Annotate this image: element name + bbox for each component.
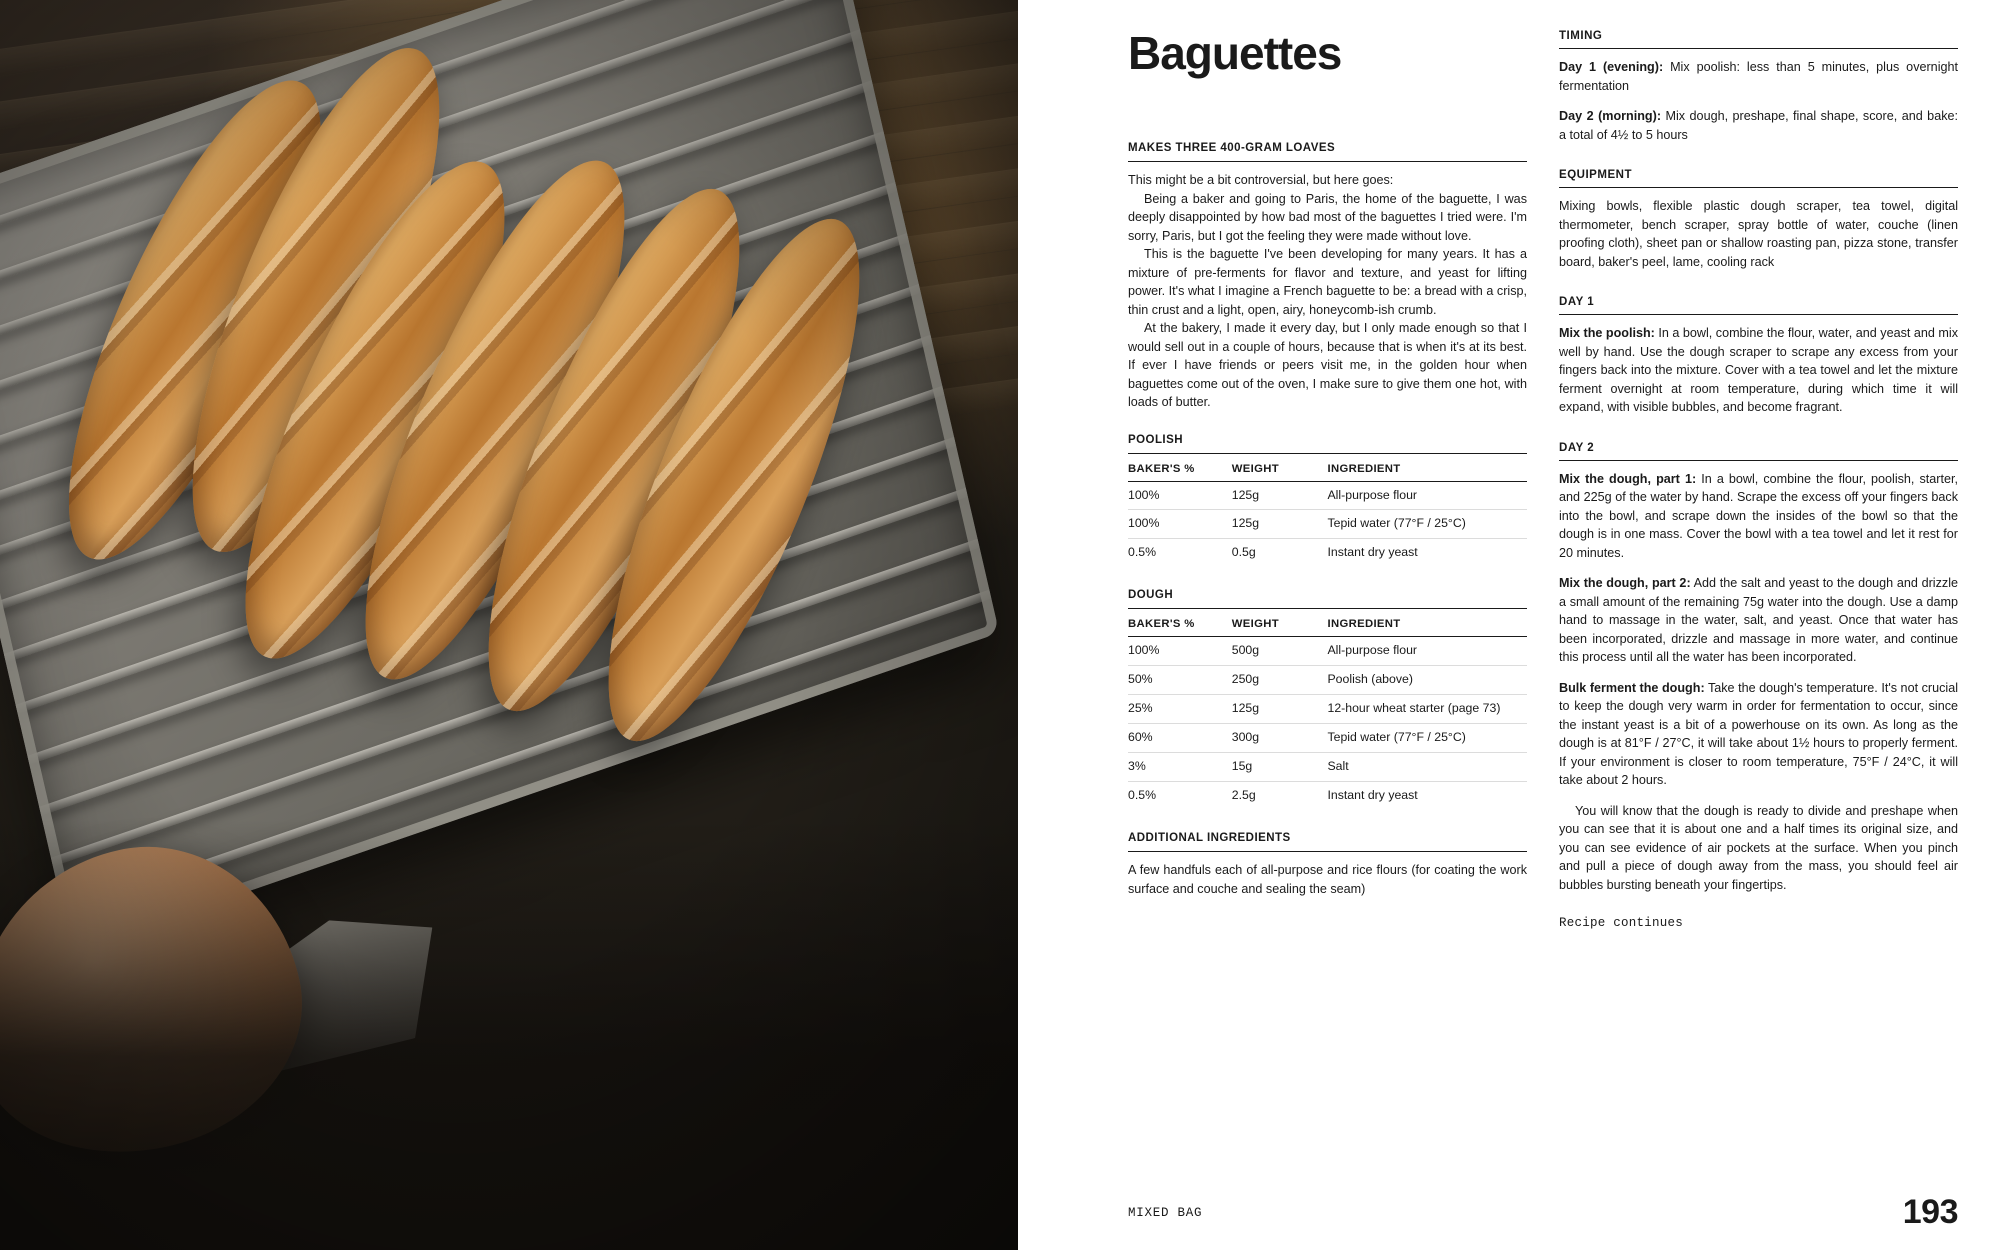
intro-paragraph: This is the baguette I've been developing for many years. It has a mixture of pre-ferments for flavor and texture, and yeast for lifting power. It's what I imagine a French baguette to be: a bread with a crisp, thin crust and a light, open, airy, honeycomb-ish crumb. — [1128, 247, 1527, 317]
column-header-weight: WEIGHT — [1232, 618, 1328, 637]
table-row — [1128, 539, 1527, 567]
cell-weight: 0.5g — [1231, 545, 1256, 560]
column-header-bakers-percent: BAKER'S % — [1128, 463, 1232, 482]
running-head: MIXED BAG — [1128, 1206, 1203, 1220]
intro-paragraph: This might be a bit controversial, but here goes: — [1128, 173, 1394, 187]
cell-ingredient: Tepid water (77°F / 25°C) — [1327, 724, 1527, 753]
timing-entry — [1559, 58, 1958, 95]
cell-bakers-percent: 0.5% — [1128, 545, 1157, 560]
yield-label: MAKES THREE 400-GRAM LOAVES — [1128, 142, 1336, 154]
column-left — [1128, 27, 1527, 930]
cell-weight: 2.5g — [1231, 788, 1256, 803]
cell-bakers-percent: 100% — [1128, 637, 1232, 666]
recipe-continues-note: Recipe continues — [1559, 916, 1684, 930]
table-row — [1128, 666, 1527, 695]
divider — [1128, 851, 1527, 852]
step-label: Mix the poolish: — [1559, 326, 1655, 340]
divider — [1559, 460, 1958, 461]
page-title: Baguettes — [1128, 27, 1342, 79]
cell-weight: 15g — [1232, 753, 1328, 782]
table-row — [1128, 510, 1527, 539]
table-row — [1128, 637, 1527, 666]
column-header-bakers-percent: BAKER'S % — [1128, 618, 1232, 637]
table-row — [1128, 753, 1527, 782]
step-text: In a bowl, combine the flour, poolish, starter, and 225g of the water by hand. Scrape the excess off your fingers back into the bowl, and scrape down the insides of the bowl so that the dough is in one mass. Cover the bowl with a tea towel and let it rest for 20 minutes. — [1559, 471, 1958, 560]
cell-ingredient: Tepid water (77°F / 25°C) — [1327, 510, 1527, 539]
intro-paragraph: Being a baker and going to Paris, the home of the baguette, I was deeply disappointed by how bad most of the baguettes I tried were. I'm sorry, Paris, but I got the feeling they were made without love. — [1128, 191, 1527, 243]
cell-weight: 125g — [1232, 481, 1328, 510]
table-row — [1128, 782, 1527, 810]
divider — [1559, 314, 1958, 315]
equipment-text: Mixing bowls, flexible plastic dough scraper, tea towel, digital thermometer, bench scraper, spray bottle of water, couche (linen proofing cloth), sheet pan or shallow roasting pan, pizza stone, transfer board, baker's peel, lame, cooling rack — [1559, 199, 1958, 269]
day2-heading: DAY 2 — [1559, 441, 1595, 454]
timing-entry-label: Day 1 (evening): — [1559, 60, 1664, 74]
cell-ingredient: Salt — [1327, 753, 1527, 782]
column-header-ingredient: INGREDIENT — [1327, 463, 1527, 482]
divider — [1128, 608, 1527, 609]
step-label: Mix the dough, part 2: — [1559, 576, 1691, 590]
table-row — [1128, 695, 1527, 724]
table-row — [1128, 481, 1527, 510]
cell-weight: 125g — [1232, 695, 1328, 724]
cell-ingredient: Instant dry yeast — [1327, 545, 1418, 560]
cell-weight: 250g — [1232, 666, 1328, 695]
step-label: Bulk ferment the dough: — [1559, 680, 1705, 695]
cell-weight: 500g — [1232, 637, 1328, 666]
cell-ingredient: 12-hour wheat starter (page 73) — [1327, 695, 1527, 724]
divider — [1559, 48, 1958, 49]
cell-bakers-percent: 3% — [1128, 753, 1232, 782]
oven-shadow — [0, 820, 1018, 1250]
recipe-text-page — [1018, 0, 2000, 1250]
poolish-table — [1128, 463, 1527, 568]
cell-bakers-percent: 0.5% — [1128, 788, 1157, 803]
cell-bakers-percent: 100% — [1128, 481, 1232, 510]
day2-step — [1559, 470, 1958, 563]
timing-entry — [1559, 107, 1958, 144]
divider — [1559, 187, 1958, 188]
divider — [1128, 161, 1527, 162]
cell-bakers-percent: 100% — [1128, 510, 1232, 539]
cell-ingredient: Instant dry yeast — [1327, 788, 1418, 803]
day1-heading: DAY 1 — [1559, 296, 1595, 308]
column-right — [1559, 30, 1958, 930]
day1-step — [1559, 324, 1958, 417]
day2-step — [1559, 679, 1958, 790]
cell-ingredient: Poolish (above) — [1327, 666, 1527, 695]
page-number: 193 — [1902, 1193, 1958, 1231]
divider — [1128, 453, 1527, 454]
cell-bakers-percent: 25% — [1128, 695, 1232, 724]
equipment-heading: EQUIPMENT — [1559, 169, 1633, 181]
cell-bakers-percent: 60% — [1128, 724, 1232, 753]
dough-table — [1128, 618, 1527, 810]
cell-weight: 125g — [1232, 510, 1328, 539]
timing-heading: TIMING — [1559, 30, 1603, 42]
column-header-ingredient: INGREDIENT — [1327, 618, 1527, 637]
additional-ingredients-heading: ADDITIONAL INGREDIENTS — [1128, 832, 1291, 845]
step-label: Mix the dough, part 1: — [1559, 471, 1697, 486]
day2-step — [1559, 802, 1958, 895]
table-row — [1128, 724, 1527, 753]
cell-bakers-percent: 50% — [1128, 666, 1232, 695]
timing-entry-label: Day 2 (morning): — [1559, 109, 1662, 123]
additional-ingredients-text: A few handfuls each of all-purpose and rice flours (for coating the work surface and couche and sealing the seam) — [1128, 863, 1527, 896]
cell-weight: 300g — [1232, 724, 1328, 753]
intro-paragraph: At the bakery, I made it every day, but I only made enough so that I would sell out in a couple of hours, because that is when it's at its best. If ever I have friends or peers visit me, in the golden hour when baguettes come out of the oven, I make sure to give them one hot, with loads of butter. — [1128, 321, 1527, 409]
text-columns — [1128, 27, 1958, 930]
poolish-table-heading: POOLISH — [1128, 433, 1183, 446]
step-text: In a bowl, combine the flour, water, and yeast and mix well by hand. Use the dough scraper to scrape any excess from your fingers back into the mixture. Cover with a tea towel and let the mixture ferment overnight at room temperature, during which time it will expand, with visible bubbles, and become fragrant. — [1559, 326, 1958, 414]
column-header-weight: WEIGHT — [1232, 463, 1328, 482]
step-text: Add the salt and yeast to the dough and drizzle a small amount of the remaining 75g water into the dough. Use a damp hand to massage in the water, salt, and yeast. Once that water has been incorporated, drizzle and massage in more water, and continue this process until all the water has been incorporated. — [1559, 576, 1958, 664]
day2-step — [1559, 574, 1958, 667]
timing-entry-text: Mix dough, preshape, final shape, score, and bake: a total of 4½ to 5 hours — [1559, 109, 1958, 142]
step-text: Take the dough's temperature. It's not crucial to keep the dough very warm in order for fermentation to occur, since the instant yeast is a bit of a powerhouse on its own. As long as the dough is at 81°F / 27°C, it will take about 1½ hours to properly ferment. If your environment is closer to room temperature, 75°F / 24°C, it will take about 2 hours. — [1559, 680, 1958, 787]
table-header-row — [1128, 463, 1527, 482]
step-text: You will know that the dough is ready to divide and preshape when you can see that it is about one and a half times its original size, and you can see evidence of air pockets at the surface. When you pinch and pull a piece of dough away from the mass, you should feel air bubbles bursting beneath your fingertips. — [1559, 803, 1958, 892]
cell-ingredient: All-purpose flour — [1327, 481, 1527, 510]
cell-ingredient: All-purpose flour — [1327, 637, 1527, 666]
dough-table-heading: DOUGH — [1128, 589, 1174, 602]
table-header-row — [1128, 618, 1527, 637]
timing-entry-text: Mix poolish: less than 5 minutes, plus overnight fermentation — [1559, 60, 1958, 93]
